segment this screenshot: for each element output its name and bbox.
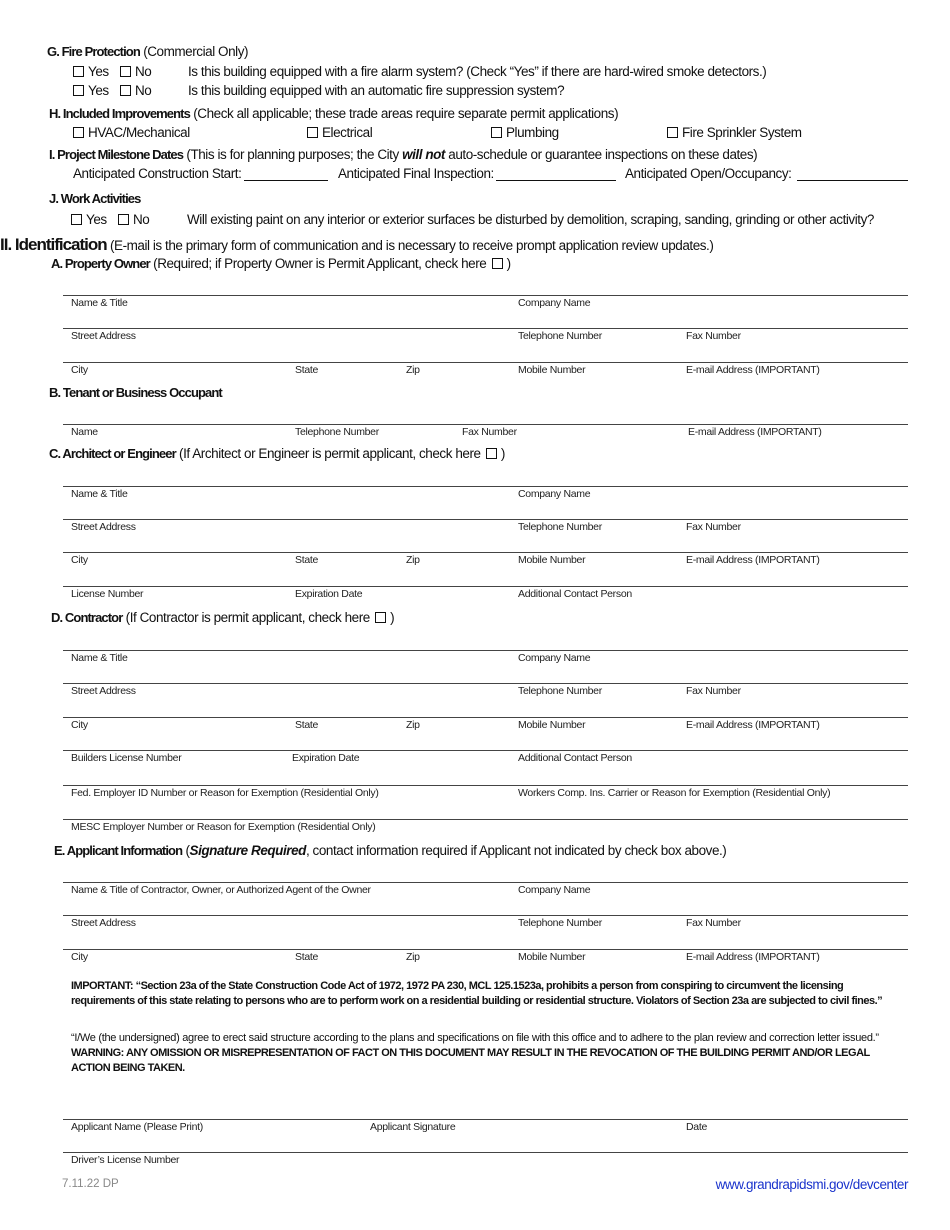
milestones-header bbox=[49, 147, 757, 162]
contractor-field-line[interactable] bbox=[63, 683, 908, 684]
improvement-hvac[interactable] bbox=[73, 125, 190, 140]
improvements-header bbox=[49, 106, 618, 121]
checkbox-icon[interactable] bbox=[73, 85, 84, 96]
section-note: (If Contractor is permit applicant, check here bbox=[125, 610, 370, 625]
occupancy-label: Anticipated Open/Occupancy: bbox=[625, 166, 792, 181]
tenant-field-label: E-mail Address (IMPORTANT) bbox=[688, 426, 822, 438]
architect-field-label: Company Name bbox=[518, 488, 591, 500]
applicant-field-label: E-mail Address (IMPORTANT) bbox=[686, 951, 820, 963]
architect-field-label: License Number bbox=[71, 588, 144, 600]
owner-field-label: E-mail Address (IMPORTANT) bbox=[686, 364, 820, 376]
architect-field-label: Expiration Date bbox=[295, 588, 363, 600]
revision-code: 7.11.22 DP bbox=[62, 1178, 119, 1190]
owner-is-applicant-checkbox[interactable] bbox=[492, 258, 503, 269]
paren: ) bbox=[500, 446, 505, 461]
architect-field-line[interactable] bbox=[63, 519, 908, 520]
agreement-statement bbox=[71, 1031, 901, 1076]
section-heading: D. Contractor bbox=[51, 610, 123, 625]
contractor-field-label: Builders License Number bbox=[71, 752, 182, 764]
option-label: HVAC/Mechanical bbox=[88, 125, 190, 140]
section-heading: I. Project Milestone Dates bbox=[49, 147, 184, 162]
owner-field-line[interactable] bbox=[63, 328, 908, 329]
checkbox-icon[interactable] bbox=[307, 127, 318, 138]
checkbox-icon[interactable] bbox=[667, 127, 678, 138]
applicant-header bbox=[54, 843, 726, 858]
owner-field-label: City bbox=[71, 364, 88, 376]
construction-start-field[interactable] bbox=[244, 168, 328, 181]
final-inspection-field[interactable] bbox=[496, 168, 616, 181]
architect-field-label: City bbox=[71, 554, 88, 566]
applicant-field-label: Telephone Number bbox=[518, 917, 602, 929]
signature-field-label: Driver’s License Number bbox=[71, 1154, 180, 1166]
final-inspection-label: Anticipated Final Inspection: bbox=[338, 166, 494, 181]
yes-label: Yes bbox=[86, 212, 107, 227]
fire-alarm-no[interactable] bbox=[120, 64, 151, 79]
applicant-field-label: State bbox=[295, 951, 319, 963]
architect-field-label: Zip bbox=[406, 554, 420, 566]
agreement-text: “I/We (the undersigned) agree to erect said structure according to the plans and specifications on file with this office and to adhere to the plan review and correction letter issued.” bbox=[71, 1032, 879, 1044]
section-note: (This is for planning purposes; the City will not auto-schedule or guarantee inspections on these dates) bbox=[186, 147, 758, 162]
no-label: No bbox=[135, 83, 152, 98]
applicant-field-label: Mobile Number bbox=[518, 951, 586, 963]
section-note: (Check all applicable; these trade areas require separate permit applications) bbox=[193, 106, 619, 121]
paint-yes[interactable] bbox=[71, 212, 107, 227]
signature-field-label: Applicant Signature bbox=[370, 1121, 456, 1133]
section-heading: H. Included Improvements bbox=[49, 106, 190, 121]
applicant-field-label: Company Name bbox=[518, 884, 591, 896]
option-label: Plumbing bbox=[506, 125, 559, 140]
architect-field-label: Telephone Number bbox=[518, 521, 602, 533]
section-note: (Signature Required, contact information required if Applicant not indicated by check box above.) bbox=[185, 843, 727, 858]
contractor-is-applicant-checkbox[interactable] bbox=[375, 612, 386, 623]
yes-label: Yes bbox=[88, 64, 109, 79]
contractor-field-label: City bbox=[71, 719, 88, 731]
contractor-field-label: Fax Number bbox=[686, 685, 741, 697]
contractor-field-label: Fed. Employer ID Number or Reason for Exemption (Residential Only) bbox=[71, 787, 379, 799]
tenant-field-label: Name bbox=[71, 426, 98, 438]
checkbox-icon[interactable] bbox=[73, 127, 84, 138]
applicant-field-line[interactable] bbox=[63, 949, 908, 950]
owner-field-label: Fax Number bbox=[686, 330, 741, 342]
contractor-field-line[interactable] bbox=[63, 717, 908, 718]
no-label: No bbox=[133, 212, 150, 227]
contractor-field-label: Workers Comp. Ins. Carrier or Reason for Exemption (Residential Only) bbox=[518, 787, 831, 799]
contractor-field-label: Mobile Number bbox=[518, 719, 586, 731]
contractor-field-label: Name & Title bbox=[71, 652, 128, 664]
yes-label: Yes bbox=[88, 83, 109, 98]
architect-field-label: Name & Title bbox=[71, 488, 128, 500]
section-note: (Required; if Property Owner is Permit Applicant, check here bbox=[153, 256, 487, 271]
suppression-question: Is this building equipped with an automatic fire suppression system? bbox=[188, 83, 565, 98]
section-heading: C. Architect or Engineer bbox=[49, 446, 176, 461]
tenant-heading: B. Tenant or Business Occupant bbox=[49, 385, 222, 400]
section-note: (If Architect or Engineer is permit applicant, check here bbox=[179, 446, 481, 461]
applicant-field-label: Fax Number bbox=[686, 917, 741, 929]
owner-field-line[interactable] bbox=[63, 362, 908, 363]
owner-field-label: Name & Title bbox=[71, 297, 128, 309]
owner-field-line[interactable] bbox=[63, 295, 908, 296]
applicant-field-line[interactable] bbox=[63, 882, 908, 883]
checkbox-icon[interactable] bbox=[118, 214, 129, 225]
signature-field-label: Date bbox=[686, 1121, 707, 1133]
contractor-field-label: Company Name bbox=[518, 652, 591, 664]
checkbox-icon[interactable] bbox=[71, 214, 82, 225]
construction-start-label: Anticipated Construction Start: bbox=[73, 166, 242, 181]
contractor-field-line[interactable] bbox=[63, 785, 908, 786]
fire-alarm-question: Is this building equipped with a fire alarm system? (Check “Yes” if there are hard-wired smoke detectors.) bbox=[188, 64, 767, 79]
no-label: No bbox=[135, 64, 152, 79]
occupancy-field[interactable] bbox=[797, 168, 908, 181]
tenant-field-label: Fax Number bbox=[462, 426, 517, 438]
contractor-field-label: Additional Contact Person bbox=[518, 752, 632, 764]
suppression-yes[interactable] bbox=[73, 83, 109, 98]
architect-header bbox=[49, 446, 505, 461]
checkbox-icon[interactable] bbox=[491, 127, 502, 138]
suppression-no[interactable] bbox=[120, 83, 151, 98]
option-label: Electrical bbox=[322, 125, 373, 140]
improvement-plumbing[interactable] bbox=[491, 125, 559, 140]
applicant-field-label: Name & Title of Contractor, Owner, or Authorized Agent of the Owner bbox=[71, 884, 371, 896]
paint-no[interactable] bbox=[118, 212, 149, 227]
architect-field-label: Fax Number bbox=[686, 521, 741, 533]
section-heading: E. Applicant Information bbox=[54, 843, 183, 858]
architect-field-line[interactable] bbox=[63, 486, 908, 487]
signature-field-label: Applicant Name (Please Print) bbox=[71, 1121, 203, 1133]
section-note: (Commercial Only) bbox=[143, 44, 249, 59]
architect-is-applicant-checkbox[interactable] bbox=[486, 448, 497, 459]
applicant-field-line[interactable] bbox=[63, 915, 908, 916]
warning-text: WARNING: ANY OMISSION OR MISREPRESENTATION OF FACT ON THIS DOCUMENT MAY RESULT IN THE REVOCATION OF THE BUILDING PERMIT AND/OR LEGAL ACTION BEING TAKEN. bbox=[71, 1047, 870, 1074]
contractor-field-label: Street Address bbox=[71, 685, 136, 697]
section-heading: G. Fire Protection bbox=[47, 44, 140, 59]
fire-alarm-yes[interactable] bbox=[73, 64, 109, 79]
architect-field-label: Street Address bbox=[71, 521, 136, 533]
owner-field-label: Telephone Number bbox=[518, 330, 602, 342]
checkbox-icon[interactable] bbox=[120, 66, 131, 77]
devcenter-link[interactable]: www.grandrapidsmi.gov/devcenter bbox=[715, 1177, 908, 1192]
checkbox-icon[interactable] bbox=[120, 85, 131, 96]
architect-field-label: E-mail Address (IMPORTANT) bbox=[686, 554, 820, 566]
contractor-header bbox=[51, 610, 394, 625]
important-notice: IMPORTANT: “Section 23a of the State Construction Code Act of 1972, 1972 PA 230, MCL 125.1523a, prohibits a person from conspiring to circumvent the licensing requirements of this state relating to persons who are to perform work on a residential building or residential structure. Violators of Section 23a are subjected to civil fines.” bbox=[71, 980, 883, 1007]
identification-header bbox=[0, 235, 713, 255]
contractor-field-label: State bbox=[295, 719, 319, 731]
owner-field-label: Company Name bbox=[518, 297, 591, 309]
signature-field-line[interactable] bbox=[63, 1119, 908, 1120]
fire-protection-header bbox=[47, 44, 248, 59]
architect-field-line[interactable] bbox=[63, 552, 908, 553]
applicant-field-label: Zip bbox=[406, 951, 420, 963]
contractor-field-label: Telephone Number bbox=[518, 685, 602, 697]
contractor-field-label: Zip bbox=[406, 719, 420, 731]
owner-field-label: Mobile Number bbox=[518, 364, 586, 376]
section-heading: A. Property Owner bbox=[51, 256, 150, 271]
architect-field-label: Additional Contact Person bbox=[518, 588, 632, 600]
option-label: Fire Sprinkler System bbox=[682, 125, 802, 140]
contractor-field-line[interactable] bbox=[63, 650, 908, 651]
signature-field-line[interactable] bbox=[63, 1152, 908, 1153]
architect-field-label: Mobile Number bbox=[518, 554, 586, 566]
owner-field-label: Street Address bbox=[71, 330, 136, 342]
section-note: (E-mail is the primary form of communication and is necessary to receive prompt application review updates.) bbox=[109, 238, 714, 253]
section-heading: II. Identification bbox=[0, 235, 107, 254]
contractor-field-line[interactable] bbox=[63, 750, 908, 751]
paren: ) bbox=[390, 610, 395, 625]
architect-field-line[interactable] bbox=[63, 586, 908, 587]
contractor-field-label: MESC Employer Number or Reason for Exemption (Residential Only) bbox=[71, 821, 376, 833]
applicant-field-label: Street Address bbox=[71, 917, 136, 929]
applicant-field-label: City bbox=[71, 951, 88, 963]
checkbox-icon[interactable] bbox=[73, 66, 84, 77]
improvement-fire-sprinkler[interactable] bbox=[667, 125, 802, 140]
owner-field-label: State bbox=[295, 364, 319, 376]
improvement-electrical[interactable] bbox=[307, 125, 372, 140]
owner-field-label: Zip bbox=[406, 364, 420, 376]
contractor-field-label: Expiration Date bbox=[292, 752, 360, 764]
contractor-field-label: E-mail Address (IMPORTANT) bbox=[686, 719, 820, 731]
property-owner-header bbox=[51, 256, 511, 271]
tenant-field-line[interactable] bbox=[63, 424, 908, 425]
work-activities-heading: J. Work Activities bbox=[49, 191, 141, 206]
tenant-field-label: Telephone Number bbox=[295, 426, 379, 438]
paren: ) bbox=[506, 256, 511, 271]
paint-question: Will existing paint on any interior or exterior surfaces be disturbed by demolition, scraping, sanding, grinding or other activity? bbox=[187, 212, 874, 227]
architect-field-label: State bbox=[295, 554, 319, 566]
contractor-field-line[interactable] bbox=[63, 819, 908, 820]
